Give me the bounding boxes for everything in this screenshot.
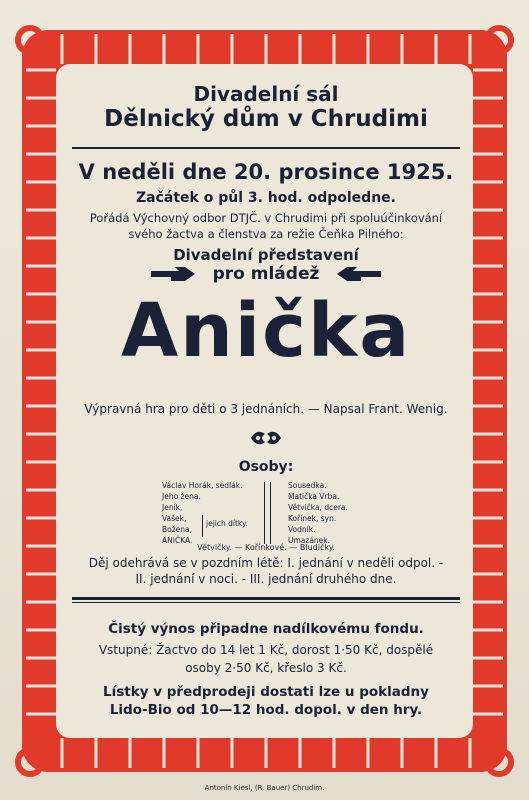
event-date: V neděli dne 20. prosince 1925. bbox=[78, 160, 454, 184]
cast-member: Vodník. bbox=[288, 525, 316, 534]
cast-member: Božena, bbox=[162, 525, 193, 534]
admission-line-1: Vstupné: Žactvo do 14 let 1 Kč, dorost 1·50 Kč, dospělé bbox=[98, 643, 434, 657]
cast-member: ANIČKA. bbox=[162, 536, 193, 545]
chorus-roles: Větvičky. — Kořínkové. — Bludičky. bbox=[197, 543, 335, 552]
cast-member: Kořínek, syn. bbox=[288, 514, 337, 523]
play-subtitle: Výpravná hra pro děti o 3 jednáních. — Napsal Frant. Wenig. bbox=[84, 402, 448, 416]
divider-rule bbox=[72, 147, 460, 149]
cast-member: Umazánek. bbox=[288, 536, 331, 545]
pointing-hand-right-icon bbox=[149, 265, 197, 283]
proceeds-note: Čistý výnos připadne nadílkovému fondu. bbox=[108, 621, 424, 637]
ornament-icon bbox=[56, 428, 476, 450]
cast-right-column bbox=[288, 480, 348, 546]
plot-line-1: Děj odehrává se v pozdním létě: I. jednání v neděli odpol. - bbox=[88, 556, 444, 570]
performance-line-1: Divadelní představení bbox=[173, 246, 359, 264]
pointing-hand-left-icon bbox=[335, 265, 383, 283]
admission-line-2: osoby 2·50 Kč, křeslo 3 Kč. bbox=[185, 661, 347, 675]
cast-heading: Osoby: bbox=[238, 459, 294, 475]
divider-rule-thin bbox=[72, 602, 460, 603]
organizer-line-1: Pořádá Výchovný odbor DTJČ. v Chrudimi při spoluúčinkování bbox=[89, 211, 443, 225]
venue-line-2: Dělnický dům v Chrudimi bbox=[104, 106, 428, 132]
performance-audience: pro mládež bbox=[212, 264, 320, 284]
children-bracket bbox=[196, 515, 203, 537]
divider-rule-thick bbox=[72, 597, 460, 600]
bracket-note: jejich dítky. bbox=[206, 519, 248, 528]
cast-member: Matička Vrba. bbox=[288, 492, 340, 501]
start-time: Začátek o půl 3. hod. odpoledne. bbox=[136, 190, 396, 206]
cast-member: Sousedka. bbox=[288, 481, 327, 490]
poster-content bbox=[56, 78, 476, 728]
cast-member: Vašek, bbox=[162, 514, 187, 523]
plot-line-2: II. jednání v noci. - III. jednání druhého dne. bbox=[135, 572, 397, 586]
cast-member: Jeho žena. bbox=[162, 492, 201, 501]
tickets-line-2: Lido-Bio od 10—12 hod. dopol. v den hry. bbox=[109, 702, 423, 718]
tickets-line-1: Lístky v předprodeji dostati lze u pokladny bbox=[103, 684, 429, 700]
cast-member: Větvička, dcera. bbox=[288, 503, 348, 512]
venue-line-1: Divadelní sál bbox=[193, 82, 339, 106]
organizer-line-2: svého žactva a členstva za režie Čeňka Pilného: bbox=[128, 227, 404, 241]
play-title: Anička bbox=[120, 288, 412, 374]
cast-member: Jeník, bbox=[162, 503, 183, 512]
performance-line-2 bbox=[56, 264, 476, 284]
printer-credit: Antonín Kiesl, (R. Bauer) Chrudim. bbox=[204, 784, 325, 792]
cast-member: Václav Horák, sedlák. bbox=[162, 481, 243, 490]
cast-divider bbox=[264, 482, 271, 544]
